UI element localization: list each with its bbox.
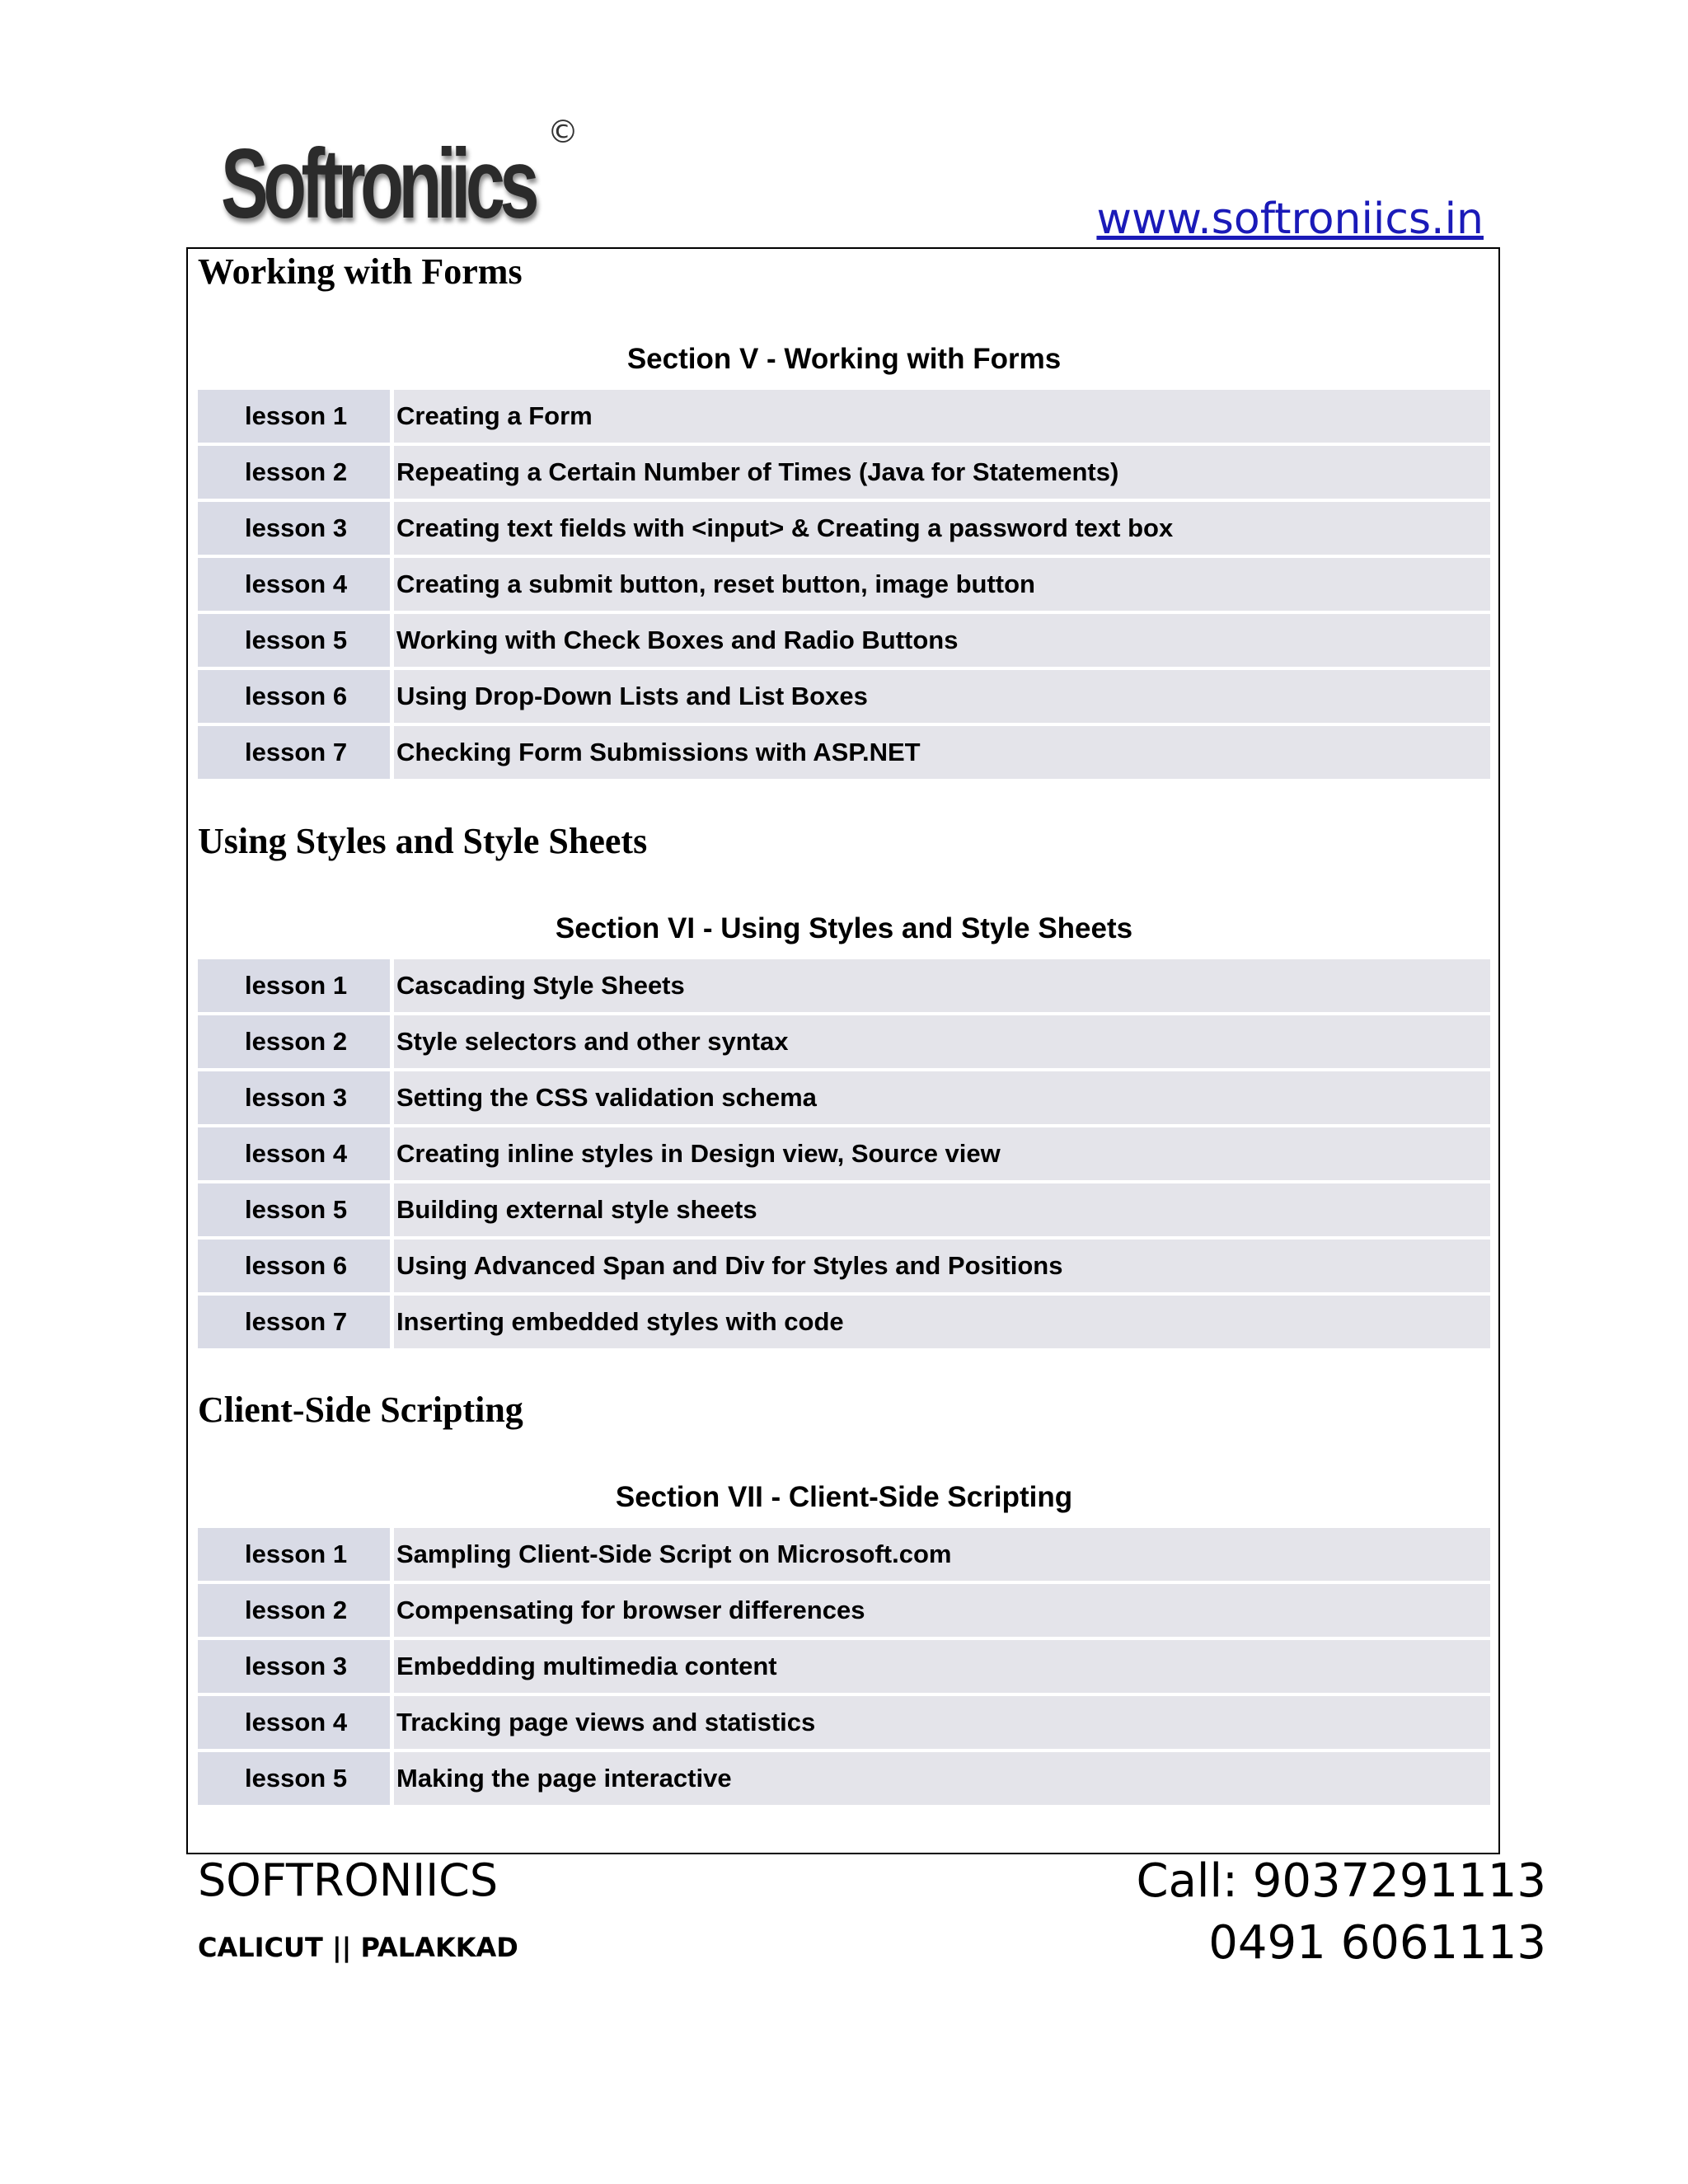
table-row xyxy=(198,446,1490,499)
section-subheading-scripting: Section VII - Client-Side Scripting xyxy=(615,1481,1073,1513)
lesson-number: lesson 2 xyxy=(198,446,390,499)
lesson-title: Setting the CSS validation schema xyxy=(394,1071,1490,1124)
lesson-number: lesson 1 xyxy=(198,959,390,1012)
lesson-title: Style selectors and other syntax xyxy=(394,1015,1490,1068)
lesson-title: Creating text fields with <input> & Creating a password text box xyxy=(394,502,1490,555)
lesson-number: lesson 1 xyxy=(198,1528,390,1581)
lesson-title: Cascading Style Sheets xyxy=(394,959,1490,1012)
lesson-table-styles xyxy=(198,959,1490,1352)
section-heading-scripting: Client-Side Scripting xyxy=(198,1390,523,1430)
footer-company-name: SOFTRONIICS xyxy=(198,1854,499,1906)
copyright-symbol: © xyxy=(547,114,579,150)
section-heading-forms: Working with Forms xyxy=(198,251,523,292)
footer-phone-number: 0491 6061113 xyxy=(1208,1916,1546,1970)
website-link[interactable]: www.softroniics.in xyxy=(1096,194,1484,244)
table-row xyxy=(198,726,1490,779)
lesson-number: lesson 2 xyxy=(198,1584,390,1637)
lesson-title: Working with Check Boxes and Radio Buttons xyxy=(394,614,1490,667)
table-row xyxy=(198,614,1490,667)
table-row xyxy=(198,1640,1490,1693)
lesson-number: lesson 7 xyxy=(198,726,390,779)
lesson-number: lesson 6 xyxy=(198,670,390,723)
lesson-title: Building external style sheets xyxy=(394,1183,1490,1236)
lesson-number: lesson 5 xyxy=(198,1752,390,1805)
lesson-title: Using Drop-Down Lists and List Boxes xyxy=(394,670,1490,723)
softroniics-logo xyxy=(221,115,584,239)
table-row xyxy=(198,1296,1490,1348)
table-row xyxy=(198,558,1490,611)
table-row xyxy=(198,1240,1490,1292)
table-row xyxy=(198,502,1490,555)
table-row xyxy=(198,1584,1490,1637)
lesson-title: Embedding multimedia content xyxy=(394,1640,1490,1693)
table-row xyxy=(198,1071,1490,1124)
lesson-number: lesson 3 xyxy=(198,1071,390,1124)
lesson-title: Creating a Form xyxy=(394,390,1490,443)
lesson-title: Repeating a Certain Number of Times (Java for Statements) xyxy=(394,446,1490,499)
lesson-number: lesson 1 xyxy=(198,390,390,443)
lesson-title: Sampling Client-Side Script on Microsoft.com xyxy=(394,1528,1490,1581)
lesson-title: Tracking page views and statistics xyxy=(394,1696,1490,1749)
table-row xyxy=(198,1528,1490,1581)
table-row xyxy=(198,1183,1490,1236)
lesson-number: lesson 5 xyxy=(198,614,390,667)
footer-locations: CALICUT || PALAKKAD xyxy=(198,1932,518,1963)
lesson-number: lesson 4 xyxy=(198,558,390,611)
lesson-title: Using Advanced Span and Div for Styles and Positions xyxy=(394,1240,1490,1292)
table-row xyxy=(198,670,1490,723)
table-row xyxy=(198,1752,1490,1805)
lesson-number: lesson 7 xyxy=(198,1296,390,1348)
footer-call-number: Call: 9037291113 xyxy=(1136,1854,1546,1908)
lesson-table-forms xyxy=(198,390,1490,782)
lesson-number: lesson 2 xyxy=(198,1015,390,1068)
logo-wordmark: Softroniics xyxy=(221,129,534,239)
table-row xyxy=(198,1696,1490,1749)
lesson-title: Inserting embedded styles with code xyxy=(394,1296,1490,1348)
lesson-number: lesson 4 xyxy=(198,1696,390,1749)
section-heading-styles: Using Styles and Style Sheets xyxy=(198,821,648,861)
lesson-number: lesson 3 xyxy=(198,1640,390,1693)
table-row xyxy=(198,1127,1490,1180)
lesson-title: Checking Form Submissions with ASP.NET xyxy=(394,726,1490,779)
section-subheading-styles: Section VI - Using Styles and Style Sheets xyxy=(555,912,1133,944)
table-row xyxy=(198,390,1490,443)
lesson-number: lesson 5 xyxy=(198,1183,390,1236)
lesson-title: Compensating for browser differences xyxy=(394,1584,1490,1637)
table-row xyxy=(198,959,1490,1012)
lesson-number: lesson 6 xyxy=(198,1240,390,1292)
lesson-title: Making the page interactive xyxy=(394,1752,1490,1805)
lesson-title: Creating inline styles in Design view, Source view xyxy=(394,1127,1490,1180)
table-row xyxy=(198,1015,1490,1068)
lesson-title: Creating a submit button, reset button, image button xyxy=(394,558,1490,611)
lesson-number: lesson 4 xyxy=(198,1127,390,1180)
lesson-number: lesson 3 xyxy=(198,502,390,555)
section-subheading-forms: Section V - Working with Forms xyxy=(626,343,1062,375)
lesson-table-scripting xyxy=(198,1528,1490,1808)
